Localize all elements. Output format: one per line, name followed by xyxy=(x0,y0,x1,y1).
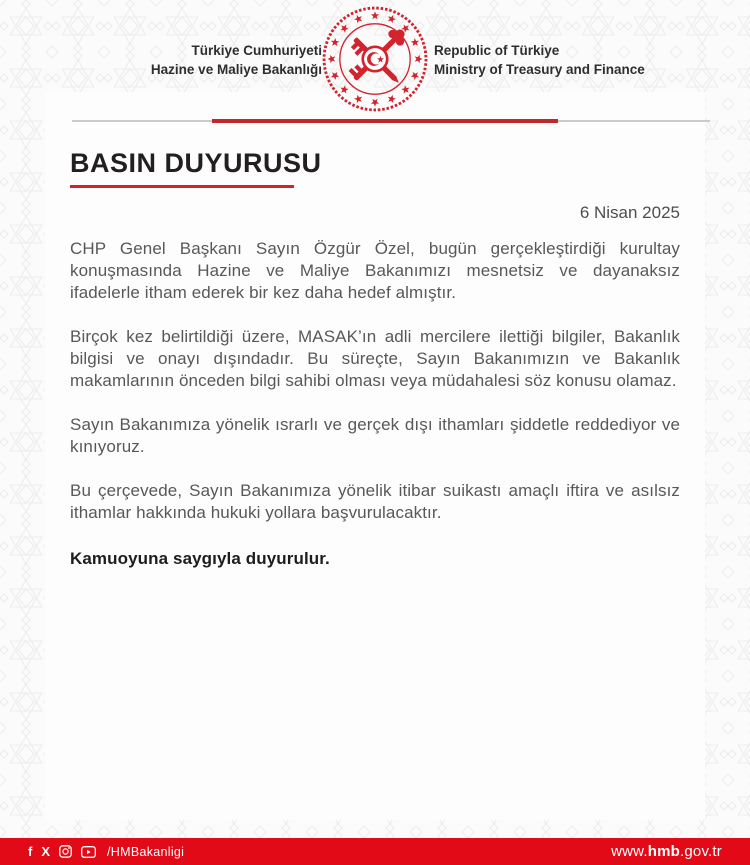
x-icon[interactable]: X xyxy=(41,844,51,859)
closing-line: Kamuoyuna saygıyla duyurulur. xyxy=(70,549,330,568)
page-title: BASIN DUYURUSU xyxy=(70,148,322,178)
title-underline xyxy=(70,185,294,188)
social-handle[interactable]: /HMBakanligi xyxy=(107,844,185,859)
ministry-name-tr-line2: Hazine ve Maliye Bakanlığı xyxy=(150,62,322,77)
url-suffix: .gov.tr xyxy=(680,843,722,860)
paragraph-3: Sayın Bakanımıza yönelik ısrarlı ve gerçek dışı ithamları şiddetle reddediyor ve kınıyoruz. xyxy=(70,415,680,456)
youtube-icon[interactable] xyxy=(81,846,96,858)
url-domain: hmb xyxy=(647,843,681,860)
header xyxy=(0,0,750,125)
ministry-name-en-line1: Republic of Türkiye xyxy=(434,43,560,58)
paragraph-2: Birçok kez belirtildiği üzere, MASAK’ın adli mercilere ilettiği bilgiler, Bakanlık bilgisi ve onayı dışındadır. Bu süreçte, Sayın Bakanımızın ve Bakanlık makamlarının önceden bilgi sahibi olması veya müdahalesi söz konusu olamaz. xyxy=(70,327,680,390)
instagram-icon[interactable] xyxy=(59,845,72,858)
paragraph-1: CHP Genel Başkanı Sayın Özgür Özel, bugün gerçekleştirdiği kurultay konuşmasında Hazine ve Maliye Bakanımızı mesnetsiz ve dayanaksız ifadelerle itham ederek bir kez daha hedef almıştır. xyxy=(70,239,680,302)
social-links xyxy=(28,845,184,859)
ministry-name-turkish xyxy=(151,41,322,79)
press-release xyxy=(70,148,680,570)
ministry-emblem-icon xyxy=(322,6,428,112)
footer-bar xyxy=(0,838,750,865)
ministry-name-en-line2: Ministry of Treasury and Finance xyxy=(434,62,645,77)
facebook-icon[interactable]: f xyxy=(28,844,33,859)
paragraph-4: Bu çerçevede, Sayın Bakanımıza yönelik itibar suikastı amaçlı iftira ve asılsız ithamlar hakkında hukuki yollara başvurulacaktır. xyxy=(70,481,680,522)
url-prefix: www. xyxy=(611,843,648,860)
website-url[interactable] xyxy=(611,843,722,860)
divider-red-segment xyxy=(212,119,558,123)
document-date: 6 Nisan 2025 xyxy=(579,203,680,222)
ministry-name-tr-line1: Türkiye Cumhuriyeti xyxy=(191,43,322,58)
ministry-name-english xyxy=(434,41,645,79)
